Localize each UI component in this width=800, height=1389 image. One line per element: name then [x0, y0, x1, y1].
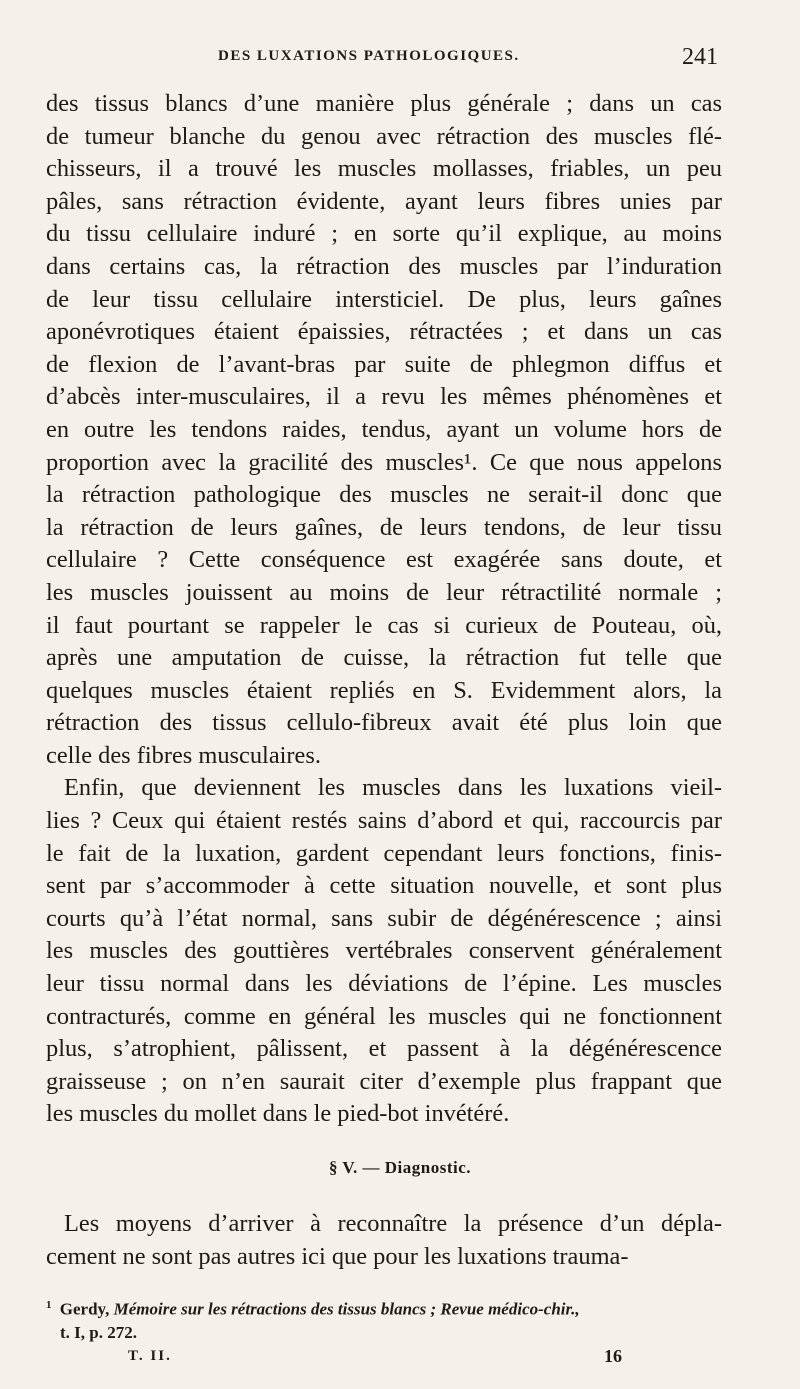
- text-line: les muscles jouissent au moins de leur rétractilité normale ;: [46, 578, 722, 606]
- text-line: des tissus blancs d’une manière plus générale ; dans un cas: [46, 90, 722, 117]
- section-heading: § V. — Diagnostic.: [328, 1158, 472, 1177]
- main-text: [46, 88, 722, 1131]
- text-line: contracturés, comme en général les muscles qui ne fonctionnent: [46, 1002, 722, 1030]
- signature-number: 16: [604, 1346, 622, 1366]
- text-line: leur tissu normal dans les déviations de l’épine. Les muscles: [46, 970, 722, 998]
- paragraph-3: [46, 1208, 722, 1273]
- text-line: la rétraction pathologique des muscles ne serait-il donc que: [46, 481, 722, 509]
- text-line: cement ne sont pas autres ici que pour les luxations trauma-: [46, 1242, 629, 1270]
- text-line: sent par s’accommoder à cette situation nouvelle, et sont plus: [46, 872, 722, 900]
- text-line: de flexion de l’avant-bras par suite de phlegmon diffus et: [46, 350, 722, 378]
- text-line: graisseuse ; on n’en saurait citer d’exemple plus frappant que: [46, 1067, 722, 1095]
- text-line: du tissu cellulaire induré ; en sorte qu’il explique, au moins: [46, 220, 722, 248]
- text-line: chisseurs, il a trouvé les muscles mollasses, friables, un peu: [46, 155, 722, 183]
- text-line: la rétraction de leurs gaînes, de leurs tendons, de leur tissu: [46, 513, 722, 541]
- text-line: de leur tissu cellulaire intersticiel. De plus, leurs gaînes: [46, 285, 722, 313]
- text-line: aponévrotiques étaient épaissies, rétractées ; et dans un cas: [46, 318, 722, 346]
- paragraph-2: [46, 772, 722, 1131]
- text-line: Les moyens d’arriver à reconnaître la présence d’un dépla-: [64, 1210, 722, 1237]
- footnote: [46, 1294, 726, 1344]
- text-line: courts qu’à l’état normal, sans subir de dégénérescence ; ainsi: [46, 904, 722, 932]
- footnote-reference: t. I, p. 272.: [60, 1322, 137, 1342]
- footnote-author: Gerdy,: [59, 1299, 110, 1319]
- paragraph-1: [46, 88, 722, 772]
- text-line: plus, s’atrophient, pâlissent, et passent à la dégénérescence: [46, 1035, 722, 1063]
- text-line: d’abcès inter-musculaires, il a revu les mêmes phénomènes et: [46, 383, 722, 411]
- text-line: après une amputation de cuisse, la rétraction fut telle que: [46, 644, 722, 672]
- text-line: celle des fibres musculaires.: [46, 741, 321, 769]
- text-line: il faut pourtant se rappeler le cas si curieux de Pouteau, où,: [46, 611, 722, 639]
- page-header: [48, 44, 718, 74]
- text-line: le fait de la luxation, gardent cependant leurs fonctions, finis-: [46, 839, 722, 867]
- text-line: quelques muscles étaient repliés en S. Evidemment alors, la: [46, 676, 722, 704]
- text-line: en outre les tendons raides, tendus, ayant un volume hors de: [46, 415, 722, 443]
- page-number: 241: [682, 44, 718, 70]
- text-line: les muscles des gouttières vertébrales conservent généralement: [46, 937, 722, 965]
- text-line: cellulaire ? Cette conséquence est exagérée sans doute, et: [46, 546, 722, 574]
- text-line: proportion avec la gracilité des muscles¹. Ce que nous appelons: [46, 448, 722, 476]
- text-line: rétraction des tissus cellulo-fibreux avait été plus loin que: [46, 709, 722, 737]
- signature-mark: T. II.: [128, 1348, 172, 1364]
- text-line: de tumeur blanche du genou avec rétraction des muscles flé-: [46, 122, 722, 150]
- text-line: pâles, sans rétraction évidente, ayant leurs fibres unies par: [46, 187, 722, 215]
- text-line: lies ? Ceux qui étaient restés sains d’abord et qui, raccourcis par: [46, 807, 722, 835]
- text-line: Enfin, que deviennent les muscles dans les luxations vieil-: [64, 774, 722, 802]
- footnote-marker: 1: [46, 1299, 52, 1311]
- footnote-title: Mémoire sur les rétractions des tissus blancs ; Revue médico-chir.,: [113, 1299, 580, 1319]
- text-line: les muscles du mollet dans le pied-bot invétéré.: [46, 1100, 510, 1128]
- text-line: dans certains cas, la rétraction des muscles par l’induration: [46, 252, 722, 280]
- running-title: DES LUXATIONS PATHOLOGIQUES.: [218, 48, 520, 64]
